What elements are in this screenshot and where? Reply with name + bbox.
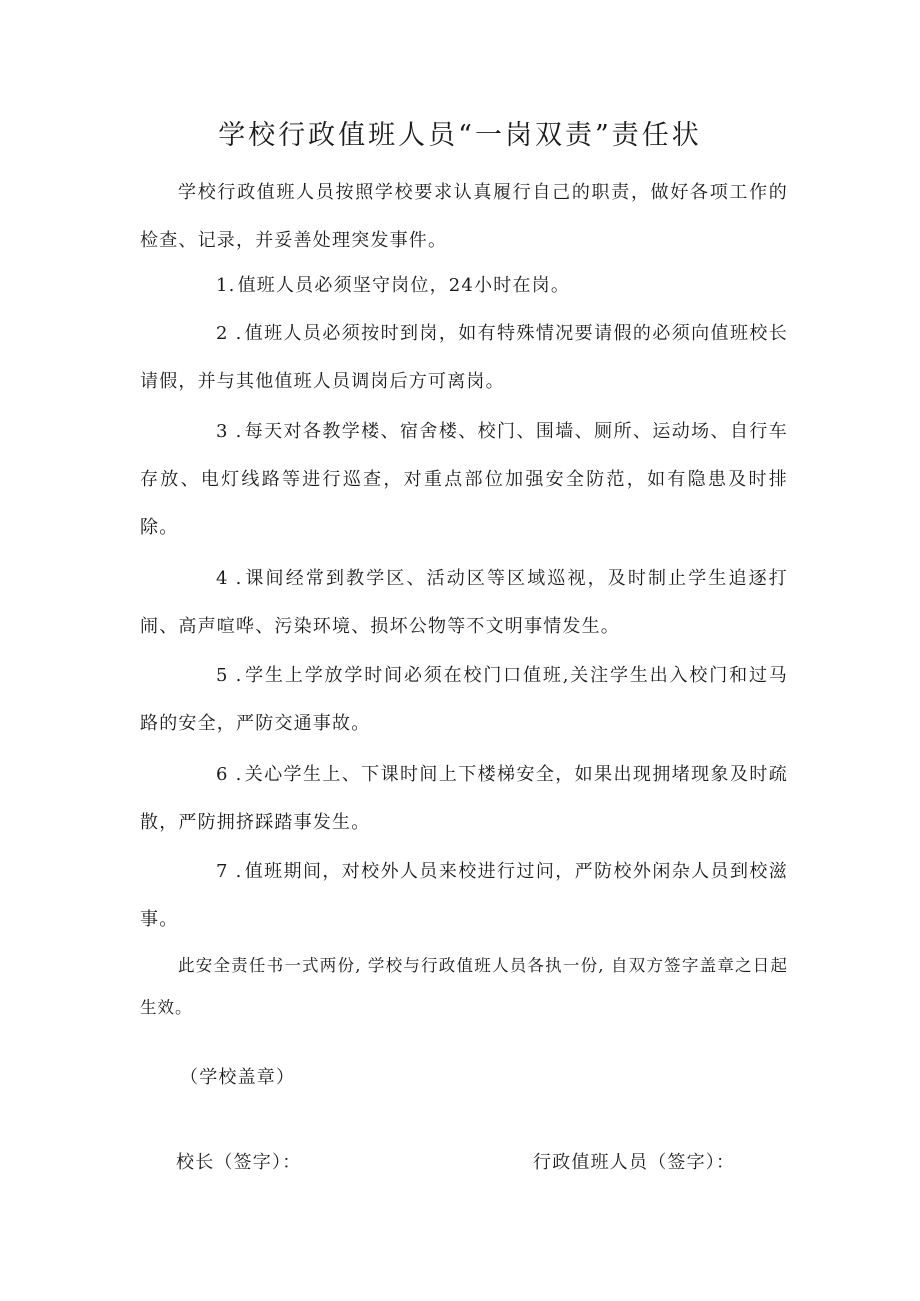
item-number: 1.: [216, 275, 236, 296]
item-text: 值班期间，对校外人员来校进行过问，严防校外闲杂人员到校滋事。: [140, 861, 788, 930]
item-number: 2 .: [216, 323, 243, 344]
item-6: [140, 751, 788, 847]
item-text: 每天对各教学楼、宿舍楼、校门、围墙、厕所、运动场、自行车存放、电灯线路等进行巡查，对重点部位加强安全防范，如有隐患及时排除。: [140, 421, 788, 538]
item-text: 关心学生上、下课时间上下楼梯安全，如果出现拥堵现象及时疏散，严防拥挤踩踏事发生。: [140, 764, 788, 833]
item-number: 5 .: [216, 665, 243, 686]
item-2: [140, 310, 788, 406]
item-4: [140, 555, 788, 651]
item-text: 值班人员必须按时到岗，如有特殊情况要请假的必须向值班校长请假，并与其他值班人员调岗后方可离岗。: [140, 323, 788, 392]
item-text: 值班人员必须坚守岗位，24小时在岗。: [237, 275, 571, 296]
item-text: 学生上学放学时间必须在校门口值班,关注学生出入校门和过马路的安全，严防交通事故。: [140, 665, 788, 734]
item-3: [140, 408, 788, 552]
intro-paragraph: 学校行政值班人员按照学校要求认真履行自己的职责，做好各项工作的检查、记录，并妥善处理突发事件。: [140, 182, 788, 251]
item-5: [140, 652, 788, 748]
document-title: 学校行政值班人员“一岗双责”责任状: [218, 120, 702, 151]
item-number: 3 .: [216, 421, 243, 442]
principal-signature-label: 校长（签字）：: [176, 1152, 302, 1173]
item-1: [140, 262, 788, 310]
item-number: 7 .: [216, 861, 243, 882]
school-seal-label: （学校盖章）: [180, 1067, 296, 1088]
closing-paragraph: 此安全责任书一式两份, 学校与行政值班人员各执一份, 自双方签字盖章之日起生效。: [140, 956, 788, 1017]
staff-signature-label: 行政值班人员（签字）：: [533, 1152, 736, 1173]
item-number: 4 .: [216, 568, 243, 589]
item-number: 6 .: [216, 764, 243, 785]
item-7: [140, 848, 788, 944]
item-text: 课间经常到教学区、活动区等区域巡视，及时制止学生追逐打闹、高声喧哗、污染环境、损坏公物等不文明事情发生。: [140, 568, 788, 637]
